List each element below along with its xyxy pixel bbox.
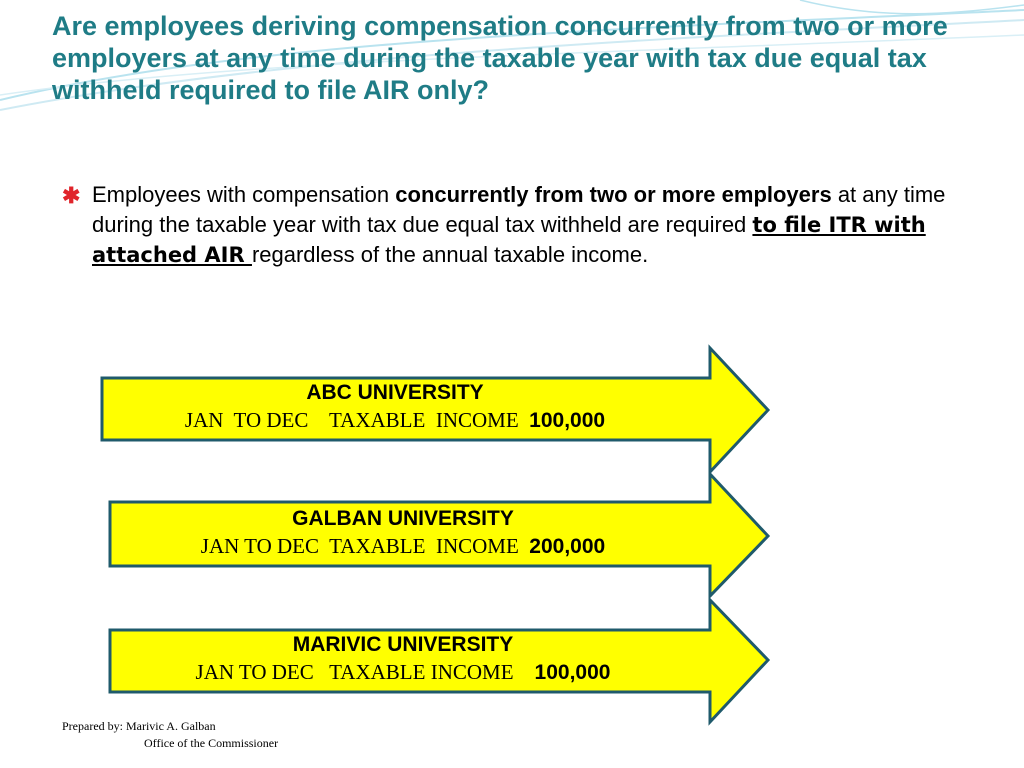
bullet-bold-phrase: concurrently from two or more employers: [395, 182, 832, 207]
income-label: JAN TO DEC TAXABLE INCOME: [200, 534, 530, 558]
footer-office: Office of the Commissioner: [144, 736, 279, 750]
bullet-text-part-3: regardless of the annual taxable income.: [251, 242, 649, 267]
footer-prepared-by: Prepared by: Marivic A. Galban: [62, 719, 216, 733]
income-amount: 100,000: [529, 409, 606, 432]
income-amount: 100,000: [534, 661, 611, 684]
bullet-text-part-2: at any time during the taxable year with tax due equal tax withheld are required: [92, 182, 946, 237]
asterisk-bullet-icon: ✱: [62, 183, 81, 208]
employer-arrow-2: [108, 472, 780, 600]
income-label: JAN TO DEC TAXABLE INCOME: [184, 408, 530, 432]
employer-name: GALBAN UNIVERSITY: [292, 507, 514, 530]
bullet-underlined-phrase: to file ITR with attached AIR: [92, 213, 926, 267]
employer-arrow-1: [100, 346, 772, 474]
employer-arrow-3: [108, 598, 780, 726]
bullet-text-part-1: Employees with compensation: [92, 182, 396, 207]
employer-name: MARIVIC UNIVERSITY: [292, 633, 514, 656]
employer-name: ABC UNIVERSITY: [306, 381, 484, 404]
bullet-text: [92, 180, 967, 270]
footer-credit: [62, 718, 278, 752]
income-amount: 200,000: [529, 535, 606, 558]
income-label: JAN TO DEC TAXABLE INCOME: [195, 660, 535, 684]
slide-title: Are employees deriving compensation concurrently from two or more employers at any time during the taxable year with tax due equal tax withheld required to file AIR only?: [52, 11, 948, 105]
bullet-item: [62, 180, 967, 270]
